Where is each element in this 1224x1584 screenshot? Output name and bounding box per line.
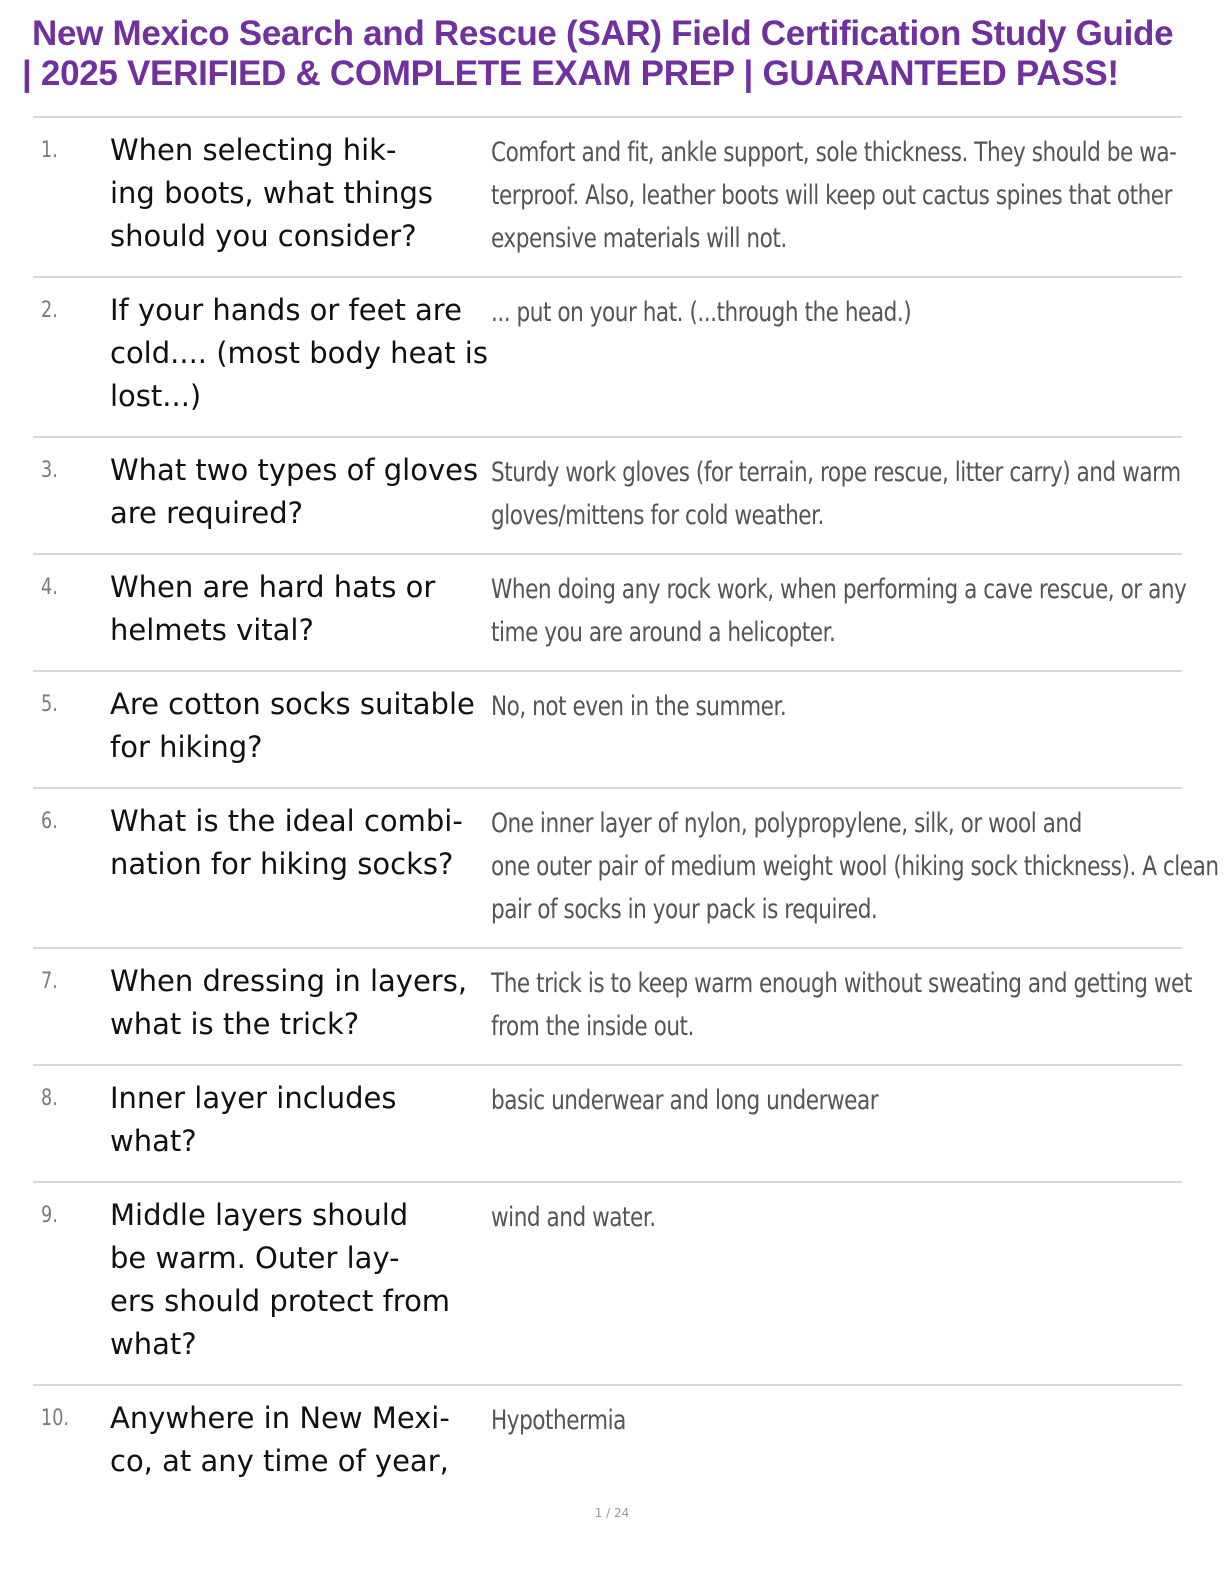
- qa-row: [33, 438, 1182, 555]
- answer-line: When doing any rock work, when performing a cave rescue, or any: [491, 574, 1187, 605]
- question-line: helmets vital?: [110, 613, 314, 647]
- question-number: 10.: [41, 1406, 69, 1431]
- question-text: [110, 800, 490, 886]
- question-number: 7.: [41, 969, 58, 994]
- question-text: [110, 449, 490, 535]
- answer-text: [491, 1399, 1167, 1442]
- qa-row: [33, 1386, 1182, 1526]
- document-title: [22, 14, 1212, 94]
- question-text: [110, 1397, 490, 1483]
- question-line: should you consider?: [110, 219, 417, 253]
- answer-line: Hypothermia: [491, 1405, 626, 1436]
- question-line: When are hard hats or: [110, 570, 436, 604]
- answer-line: time you are around a helicopter.: [491, 617, 836, 648]
- question-line: If your hands or feet are: [110, 293, 462, 327]
- answer-line: ... put on your hat. (...through the head.): [491, 297, 912, 328]
- qa-row: [33, 278, 1182, 438]
- question-number: 2.: [41, 298, 58, 323]
- question-text: [110, 289, 490, 418]
- question-text: [110, 1194, 490, 1366]
- answer-line: gloves/mittens for cold weather.: [491, 500, 824, 531]
- question-line: be warm. Outer lay-: [110, 1241, 400, 1275]
- answer-line: basic underwear and long underwear: [491, 1085, 879, 1116]
- answer-text: [491, 685, 1167, 728]
- answer-line: terproof. Also, leather boots will keep out cactus spines that other: [491, 180, 1173, 211]
- question-text: [110, 960, 490, 1046]
- question-text: [110, 1077, 490, 1163]
- answer-text: [491, 451, 1181, 537]
- answer-text: [491, 131, 1177, 260]
- question-line: what is the trick?: [110, 1007, 360, 1041]
- question-line: When selecting hik-: [110, 133, 397, 167]
- answer-text: [491, 568, 1187, 654]
- question-number: 5.: [41, 692, 58, 717]
- question-number: 6.: [41, 809, 58, 834]
- question-number: 9.: [41, 1203, 58, 1228]
- answer-line: Sturdy work gloves (for terrain, rope rescue, litter carry) and warm: [491, 457, 1181, 488]
- question-line: nation for hiking socks?: [110, 847, 454, 881]
- qa-row: [33, 789, 1219, 949]
- question-text: [110, 129, 490, 258]
- qa-row: [33, 1066, 1182, 1183]
- qa-list: [33, 116, 1219, 1526]
- qa-row: [33, 949, 1192, 1066]
- question-line: cold.... (most body heat is: [110, 336, 488, 370]
- question-line: what?: [110, 1124, 197, 1158]
- qa-row: [33, 555, 1187, 672]
- question-line: ers should protect from: [110, 1284, 451, 1318]
- answer-line: from the inside out.: [491, 1011, 694, 1042]
- question-line: Are cotton socks suitable: [110, 687, 475, 721]
- question-line: lost...): [110, 379, 202, 413]
- question-number: 3.: [41, 458, 58, 483]
- answer-line: pair of socks in your pack is required.: [491, 894, 878, 925]
- question-line: ing boots, what things: [110, 176, 434, 210]
- question-line: What two types of gloves: [110, 453, 479, 487]
- answer-text: [491, 291, 1167, 334]
- answer-text: [491, 1079, 1167, 1122]
- question-number: 4.: [41, 575, 58, 600]
- answer-line: No, not even in the summer.: [491, 691, 787, 722]
- answer-line: expensive materials will not.: [491, 223, 787, 254]
- qa-row: [33, 672, 1182, 789]
- question-line: are required?: [110, 496, 304, 530]
- answer-text: [491, 962, 1192, 1048]
- answer-text: [491, 1196, 1167, 1239]
- question-line: Anywhere in New Mexi-: [110, 1401, 450, 1435]
- question-line: co, at any time of year,: [110, 1444, 449, 1478]
- question-line: for hiking?: [110, 730, 263, 764]
- question-number: 8.: [41, 1086, 58, 1111]
- answer-line: One inner layer of nylon, polypropylene, silk, or wool and: [491, 808, 1082, 839]
- question-text: [110, 566, 490, 652]
- question-line: What is the ideal combi-: [110, 804, 463, 838]
- question-line: When dressing in layers,: [110, 964, 468, 998]
- title-line-1: New Mexico Search and Rescue (SAR) Field Certification Study Guide: [32, 14, 1174, 53]
- title-line-2: | 2025 VERIFIED & COMPLETE EXAM PREP | GUARANTEED PASS!: [22, 54, 1119, 93]
- question-text: [110, 683, 490, 769]
- page-indicator: 1 / 24: [594, 1506, 630, 1520]
- question-number: 1.: [41, 138, 58, 163]
- qa-row: [33, 1183, 1182, 1386]
- question-line: Middle layers should: [110, 1198, 409, 1232]
- answer-line: Comfort and fit, ankle support, sole thickness. They should be wa-: [491, 137, 1177, 168]
- answer-line: The trick is to keep warm enough without sweating and getting wet: [491, 968, 1192, 999]
- answer-line: wind and water.: [491, 1202, 656, 1233]
- question-line: Inner layer includes: [110, 1081, 397, 1115]
- answer-line: one outer pair of medium weight wool (hiking sock thickness). A clean: [491, 851, 1219, 882]
- qa-row: [33, 118, 1182, 278]
- question-line: what?: [110, 1327, 197, 1361]
- answer-text: [491, 802, 1219, 931]
